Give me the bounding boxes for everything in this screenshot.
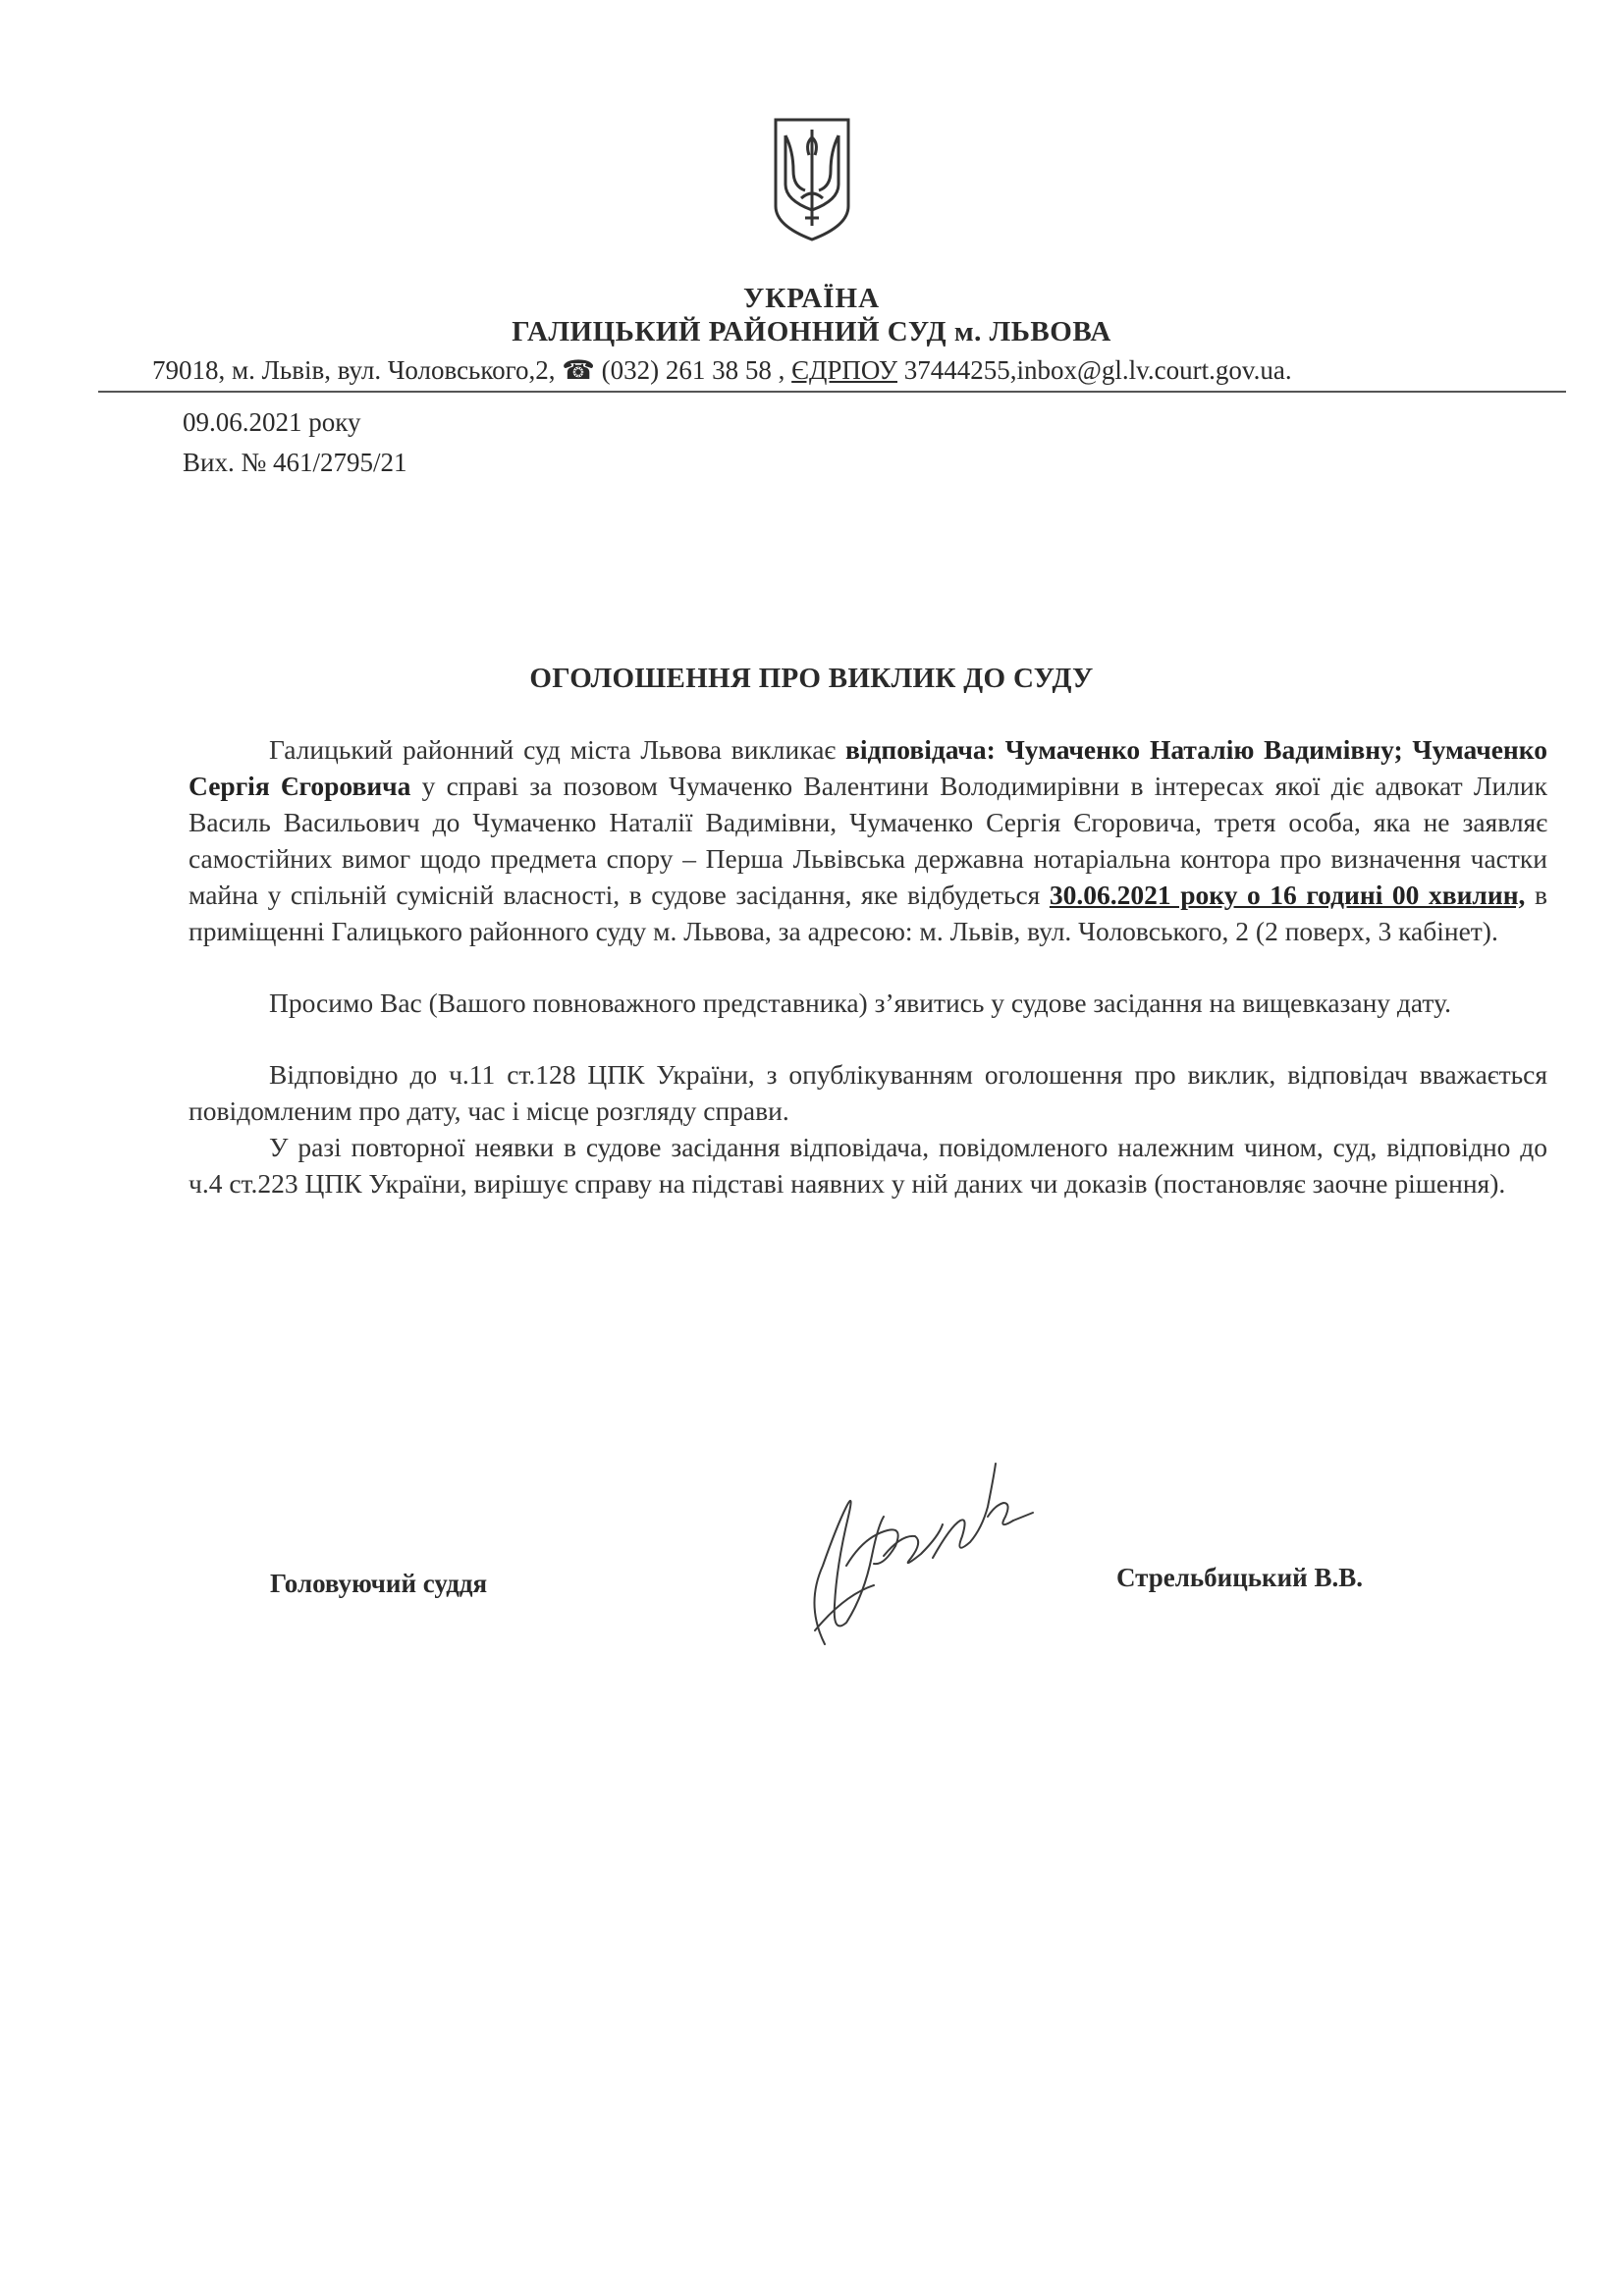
defendants: відповідача: Чумаченко Наталію Вадимівну; Чумаченко Сергія Єгоровича (189, 734, 1547, 801)
paragraph-absence: У разі повторної неявки в судове засідання відповідача, повідомленого належним чином, суд, відповідно до ч.4 ст.223 ЦПК України, вирішує справу на підставі наявних у ній даних чи доказів (постановляє заочне рішення). (189, 1132, 1547, 1199)
court-address: 79018, м. Львів, вул. Чоловського,2, (152, 355, 563, 385)
header-court-name: ГАЛИЦЬКИЙ РАЙОННИЙ СУД м. ЛЬВОВА (512, 316, 1111, 347)
court-contact-line (152, 355, 1566, 386)
document-date: 09.06.2021 року (183, 407, 361, 437)
edrpou-label: ЄДРПОУ (791, 355, 898, 385)
hearing-location: в приміщенні Галицького районного суду м. Львова, за адресою: м. Львів, вул. Чоловського, 2 (2 поверх, 3 кабінет). (189, 880, 1547, 946)
judge-name: Стрельбицький В.В. (1116, 1563, 1363, 1592)
outgoing-number: Вих. № 461/2795/21 (183, 448, 407, 477)
edrpou-and-email: 37444255,inbox@gl.lv.court.gov.ua. (897, 355, 1292, 385)
court-phone: (032) 261 38 58 , (601, 355, 785, 385)
document-meta (183, 402, 406, 483)
document-body (189, 731, 1547, 1201)
case-details: у справі за позовом Чумаченко Валентини Володимирівни в інтересах якої діє адвокат Лилик Василь Васильович до Чумаченко Наталії Вадимівни, Чумаченко Сергія Єгоровича, третя особа, яка не заявляє самостійних вимог щодо предмета спору – Перша Львівська державна нотаріальна контора про визначення частки майна у спільній сумісній власності, в судове засідання, яке відбудеться (189, 771, 1547, 910)
hearing-date: 30.06.2021 року о 16 годині 00 хвилин, (1049, 880, 1526, 910)
trident-emblem-icon (772, 116, 852, 243)
header-divider (98, 391, 1566, 393)
judge-role: Головуючий суддя (270, 1569, 488, 1598)
document-title: ОГОЛОШЕННЯ ПРО ВИКЛИК ДО СУДУ (529, 663, 1094, 694)
summons-intro: Галицький районний суд міста Львова викликає (269, 734, 846, 765)
phone-icon: ☎ (562, 355, 595, 385)
header-country: УКРАЇНА (742, 283, 881, 314)
paragraph-request: Просимо Вас (Вашого повноважного представника) з’явитись у судове засідання на вищевказану дату. (269, 988, 1451, 1018)
paragraph-summons (189, 731, 1547, 949)
paragraph-notification: Відповідно до ч.11 ст.128 ЦПК України, з опублікуванням оголошення про виклик, відповідач вважається повідомленим про дату, час і місце розгляду справи. (189, 1059, 1547, 1126)
handwritten-signature (785, 1448, 1041, 1669)
